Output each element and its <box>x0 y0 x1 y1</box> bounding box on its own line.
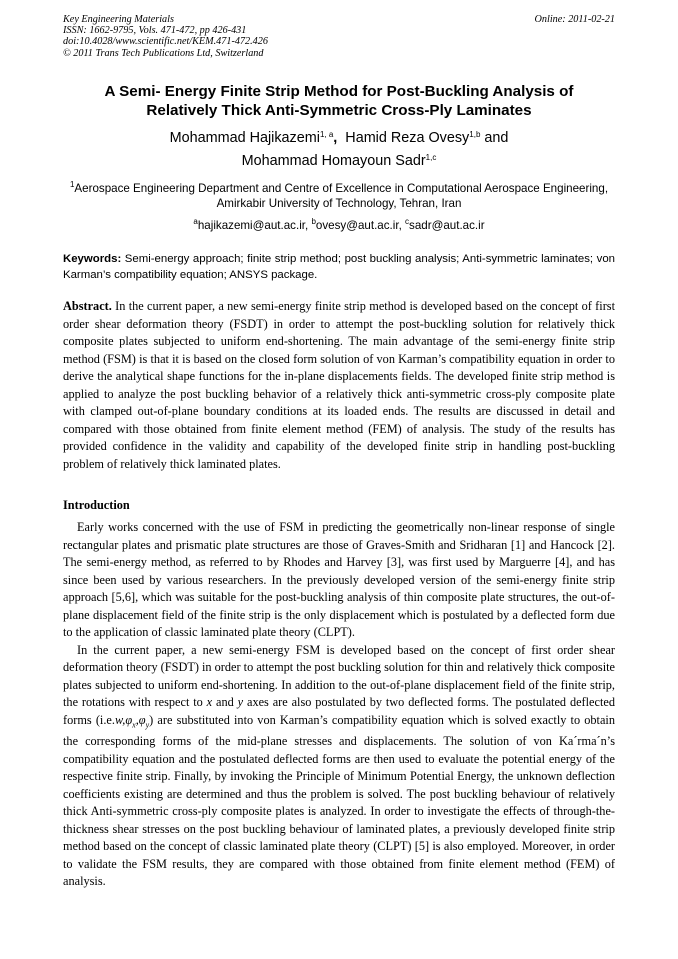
author-affil-sup: 1, a <box>319 130 334 139</box>
keywords-section <box>63 252 615 283</box>
keywords-text: Semi-energy approach; finite strip method; post buckling analysis; Anti-symmetric laminates; von Karman’s compatibility equation; ANSYS package. <box>63 253 615 281</box>
abstract-section <box>63 298 615 473</box>
author-separator: , <box>333 130 338 146</box>
abstract-label: Abstract. <box>63 299 112 313</box>
author-name: Hamid Reza Ovesy <box>345 130 470 146</box>
email-sup: b <box>311 217 316 226</box>
author-name: Mohammad Hajikazemi <box>169 130 320 146</box>
intro-paragraph-2 <box>63 642 615 891</box>
authors-line-1 <box>63 127 615 150</box>
paragraph-text: ) are substituted into von Karman’s compatibility equation which is solved exactly to obtain the corresponding forms of the mid-plane stresses and displacements. The solution of von Ka´rma´n’s compatibility equation and the postulated deflected forms are then used to evaluate the potential energy of the respective finite strip. Finally, by invoking the Principle of Minimum Potential Energy, the unknown deflection coefficients existing are determined and thus the problem is solved. The post buckling behaviour of relatively thick Anti-symmetric cross-ply composite plates is analyzed. In order to investigate the effects of through-the- thickness shear stresses on the post buckling behaviour of laminated plates, a previously developed finite strip method based on the concept of classic laminated plate theory (CLPT) [5] is also employed. Moreover, in order to validate the FSM results, they are compared with those obtained from finite element method (FEM) of analysis. <box>63 712 615 889</box>
journal-name: Key Engineering Materials <box>63 14 174 25</box>
email-link[interactable]: ovesy@aut.ac.ir <box>315 219 399 232</box>
affiliation-text: Aerospace Engineering Department and Centre of Excellence in Computational Aerospace Engineering, Amirkabir University of Technology, Tehran, Iran <box>74 182 609 210</box>
email-list <box>63 219 615 233</box>
keywords-label: Keywords: <box>63 253 122 265</box>
paragraph-text: axes are also postulated by two deflected forms. The postulated deflected forms (i.e. <box>63 695 615 727</box>
journal-header <box>63 14 615 59</box>
email-link[interactable]: hajikazemi@aut.ac.ir <box>197 219 305 232</box>
email-sup: a <box>193 217 198 226</box>
author-list <box>63 127 615 173</box>
math-phi: φ <box>138 712 146 727</box>
math-x: x <box>206 695 213 709</box>
math-sub-x: x <box>132 719 136 729</box>
author-name: Mohammad Homayoun Sadr <box>241 153 426 169</box>
paragraph-text: In the current paper, a new semi-energy FSM is developed based on the concept of first order shear deformation theory (FSDT) in order to attempt the post buckling solution for thin and relatively thick composite plates subjected to uniform end-shortening. In addition to the out-of-plane displacement field of the finite strip, the rotations with respect to <box>63 642 615 709</box>
paragraph-text: and <box>212 695 238 709</box>
email-separator: , <box>305 219 312 232</box>
email-link[interactable]: sadr@aut.ac.ir <box>409 219 485 232</box>
math-sub-y: y <box>145 719 150 729</box>
paper-title <box>63 82 615 120</box>
issn-line: ISSN: 1662-9795, Vols. 471-472, pp 426-431 <box>63 25 247 37</box>
math-phi: φ <box>125 712 133 727</box>
title-line-1: A Semi- Energy Finite Strip Method for Post-Buckling Analysis of <box>104 83 574 100</box>
math-deflected-forms: $w,\varphi_x,\varphi_y$ <box>114 712 150 729</box>
math-w: w <box>114 712 123 727</box>
authors-line-2 <box>63 150 615 173</box>
intro-paragraph-1: Early works concerned with the use of FSM in predicting the geometrically non-linear response of single rectangular plates and prismatic plate structures are those of Graves-Smith and Sridharan [1] and Hancock [2]. The semi-energy method, as referred to by Rhodes and Harvey [3], was first used by Marguerre [4], and has since been used by various researchers. In the previously developed version of the semi-energy finite strip approach [5,6], which was suitable for the post-buckling analysis of thin composite plate structures, the out-of-plane displacement field of the finite strip is the only displacement which is postulated by a deflected form due to the application of classic laminated plate theory (CLPT). <box>63 520 615 639</box>
email-sup: c <box>405 217 410 226</box>
doi-line: doi:10.4028/www.scientific.net/KEM.471-472.426 <box>63 36 268 48</box>
affiliation <box>63 182 615 211</box>
math-y: y <box>237 695 244 709</box>
author-separator: and <box>480 130 509 146</box>
abstract-text: In the current paper, a new semi-energy finite strip method is developed based on the concept of first order shear deformation theory (FSDT) in order to attempt the post-buckling solution for relatively thick composite plates subjected to uniform end-shortening. The main advantage of the semi-energy finite strip method (FSM) is that it is based on the closed form solution of von Karman’s compatibility equation in order to derive the analytical shape functions for the in-plane displacements fields. The developed finite strip method is applied to analyze the post buckling behavior of a relatively thick anti-symmetric cross-ply composite plate with clamped out-of-plane boundary conditions at its loaded ends. The results are discussed in detail and compared with those obtained from finite element method (FEM) of analysis. The study of the results has provided confidence in the validity and capability of the developed finite strip in handling post-buckling problem of relatively thick laminated plates. <box>63 299 615 471</box>
introduction-section <box>63 519 615 891</box>
author-affil-sup: 1,b <box>469 130 481 139</box>
copyright-line: © 2011 Trans Tech Publications Ltd, Switzerland <box>63 47 264 59</box>
title-line-2: Relatively Thick Anti-Symmetric Cross-Ply Laminates <box>146 102 532 119</box>
introduction-heading: Introduction <box>63 498 130 512</box>
affiliation-sup: 1 <box>69 180 75 189</box>
online-date: Online: 2011-02-21 <box>534 14 615 25</box>
author-affil-sup: 1,c <box>425 153 437 162</box>
email-separator: , <box>398 219 406 232</box>
